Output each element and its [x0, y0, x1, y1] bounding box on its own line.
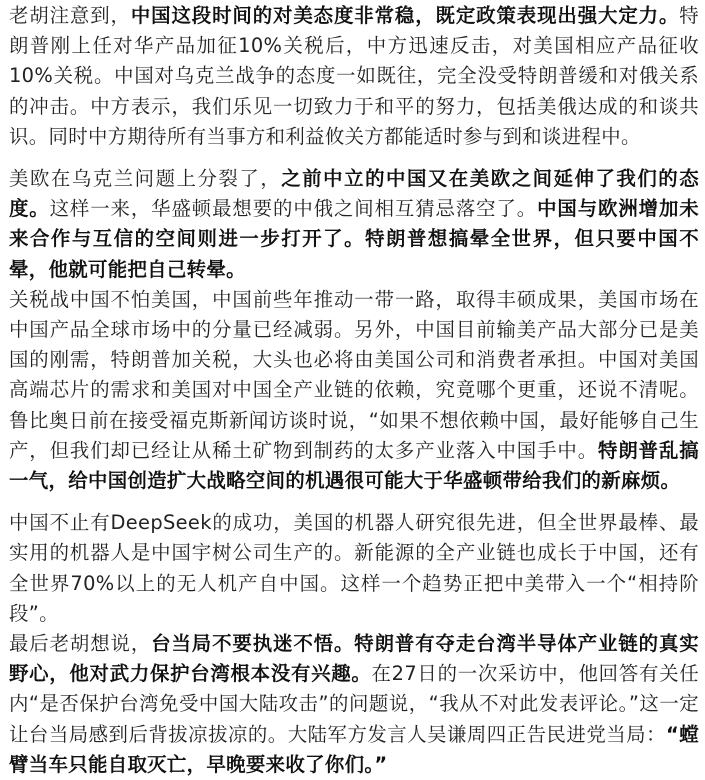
- paragraph-2-seg-3: 这样一来，华盛顿最想要的中俄之间相互猜忌落空了。: [49, 197, 538, 221]
- article-body: [9, 1, 699, 780]
- paragraph-3-seg-1: 关税战中国不怕美国，中国前些年推动一带一路，取得丰硕成果，美国市场在中国产品全球市场中的分量已经减弱。另外，中国目前输美产品大部分已是美国的刚需，特朗普加关税，大头也必将由美国公司和消费者承担。中国对美国高端芯片的需求和美国对中国全产业链的依赖，究竟哪个更重，还说不清呢。鲁比奥日前在接受福克斯新闻访谈时说，“如果不想依赖中国，最好能够自己生产，但我们却已经让从稀土矿物到制药的太多产业落入中国手中。: [9, 287, 699, 462]
- paragraph-spacer: [9, 496, 699, 508]
- paragraph-5-seg-4: “螳臂当车只能自取灭亡，早晚要来收了你们。”: [9, 722, 699, 776]
- paragraph-5: [9, 629, 699, 780]
- paragraph-4: [9, 508, 699, 629]
- paragraph-1-seg-2: 中国这段时间的对美态度非常稳，既定政策表现出强大定力。: [130, 4, 680, 27]
- paragraph-1-seg-1: 老胡注意到，: [9, 4, 131, 27]
- paragraph-spacer: [9, 152, 699, 164]
- paragraph-5-seg-2: 台当局不要执迷不悟。特朗普有夺走台湾半导体产业链的真实野心，他对武力保护台湾根本没有兴趣。: [9, 632, 700, 686]
- paragraph-2-seg-4: 中国与欧洲增加未来合作与互信的空间则进一步打开了。特朗普想搞晕全世界，但只要中国不晕，他就可能把自己转晕。: [9, 197, 699, 281]
- paragraph-1-seg-3: 特朗普刚上任对华产品加征10%关税后，中方迅速反击，对美国相应产品征收10%关税。中国对乌克兰战争的态度一如既往，完全没受特朗普缓和对俄关系的冲击。中方表示，我们乐见一切致力于和平的努力，包括美俄达成的和谈共识。同时中方期待所有当事方和利益攸关方都能适时参与到和谈进程中。: [9, 4, 699, 148]
- paragraph-2-seg-1: 美欧在乌克兰问题上分裂了，: [9, 167, 282, 191]
- paragraph-5-seg-3: 在27日的一次采访中，他回答有关任内“是否保护台湾免受中国大陆攻击”的问题说，“我从不对此发表评论。”这一定让台当局感到后背拔凉拔凉的。大陆军方发言人吴谦周四正告民进党当局：: [9, 662, 699, 746]
- paragraph-2-seg-2: 之前中立的中国又在美欧之间延伸了我们的态度。: [9, 167, 699, 221]
- paragraph-5-seg-1: 最后老胡想说，: [9, 632, 152, 656]
- paragraph-2: [9, 164, 699, 285]
- paragraph-1: [9, 1, 699, 152]
- paragraph-3: [9, 285, 699, 496]
- paragraph-4-seg-1: 中国不止有DeepSeek的成功，美国的机器人研究很先进，但全世界最棒、最实用的机器人是中国宇树公司生产的。新能源的全产业链也成长于中国，还有全世界70%以上的无人机产自中国。这样一个趋势正把中美带入一个“相持阶段”。: [9, 511, 699, 625]
- paragraph-3-seg-2: 特朗普乱搞一气，给中国创造扩大战略空间的机遇很可能大于华盛顿带给我们的新麻烦。: [9, 438, 699, 493]
